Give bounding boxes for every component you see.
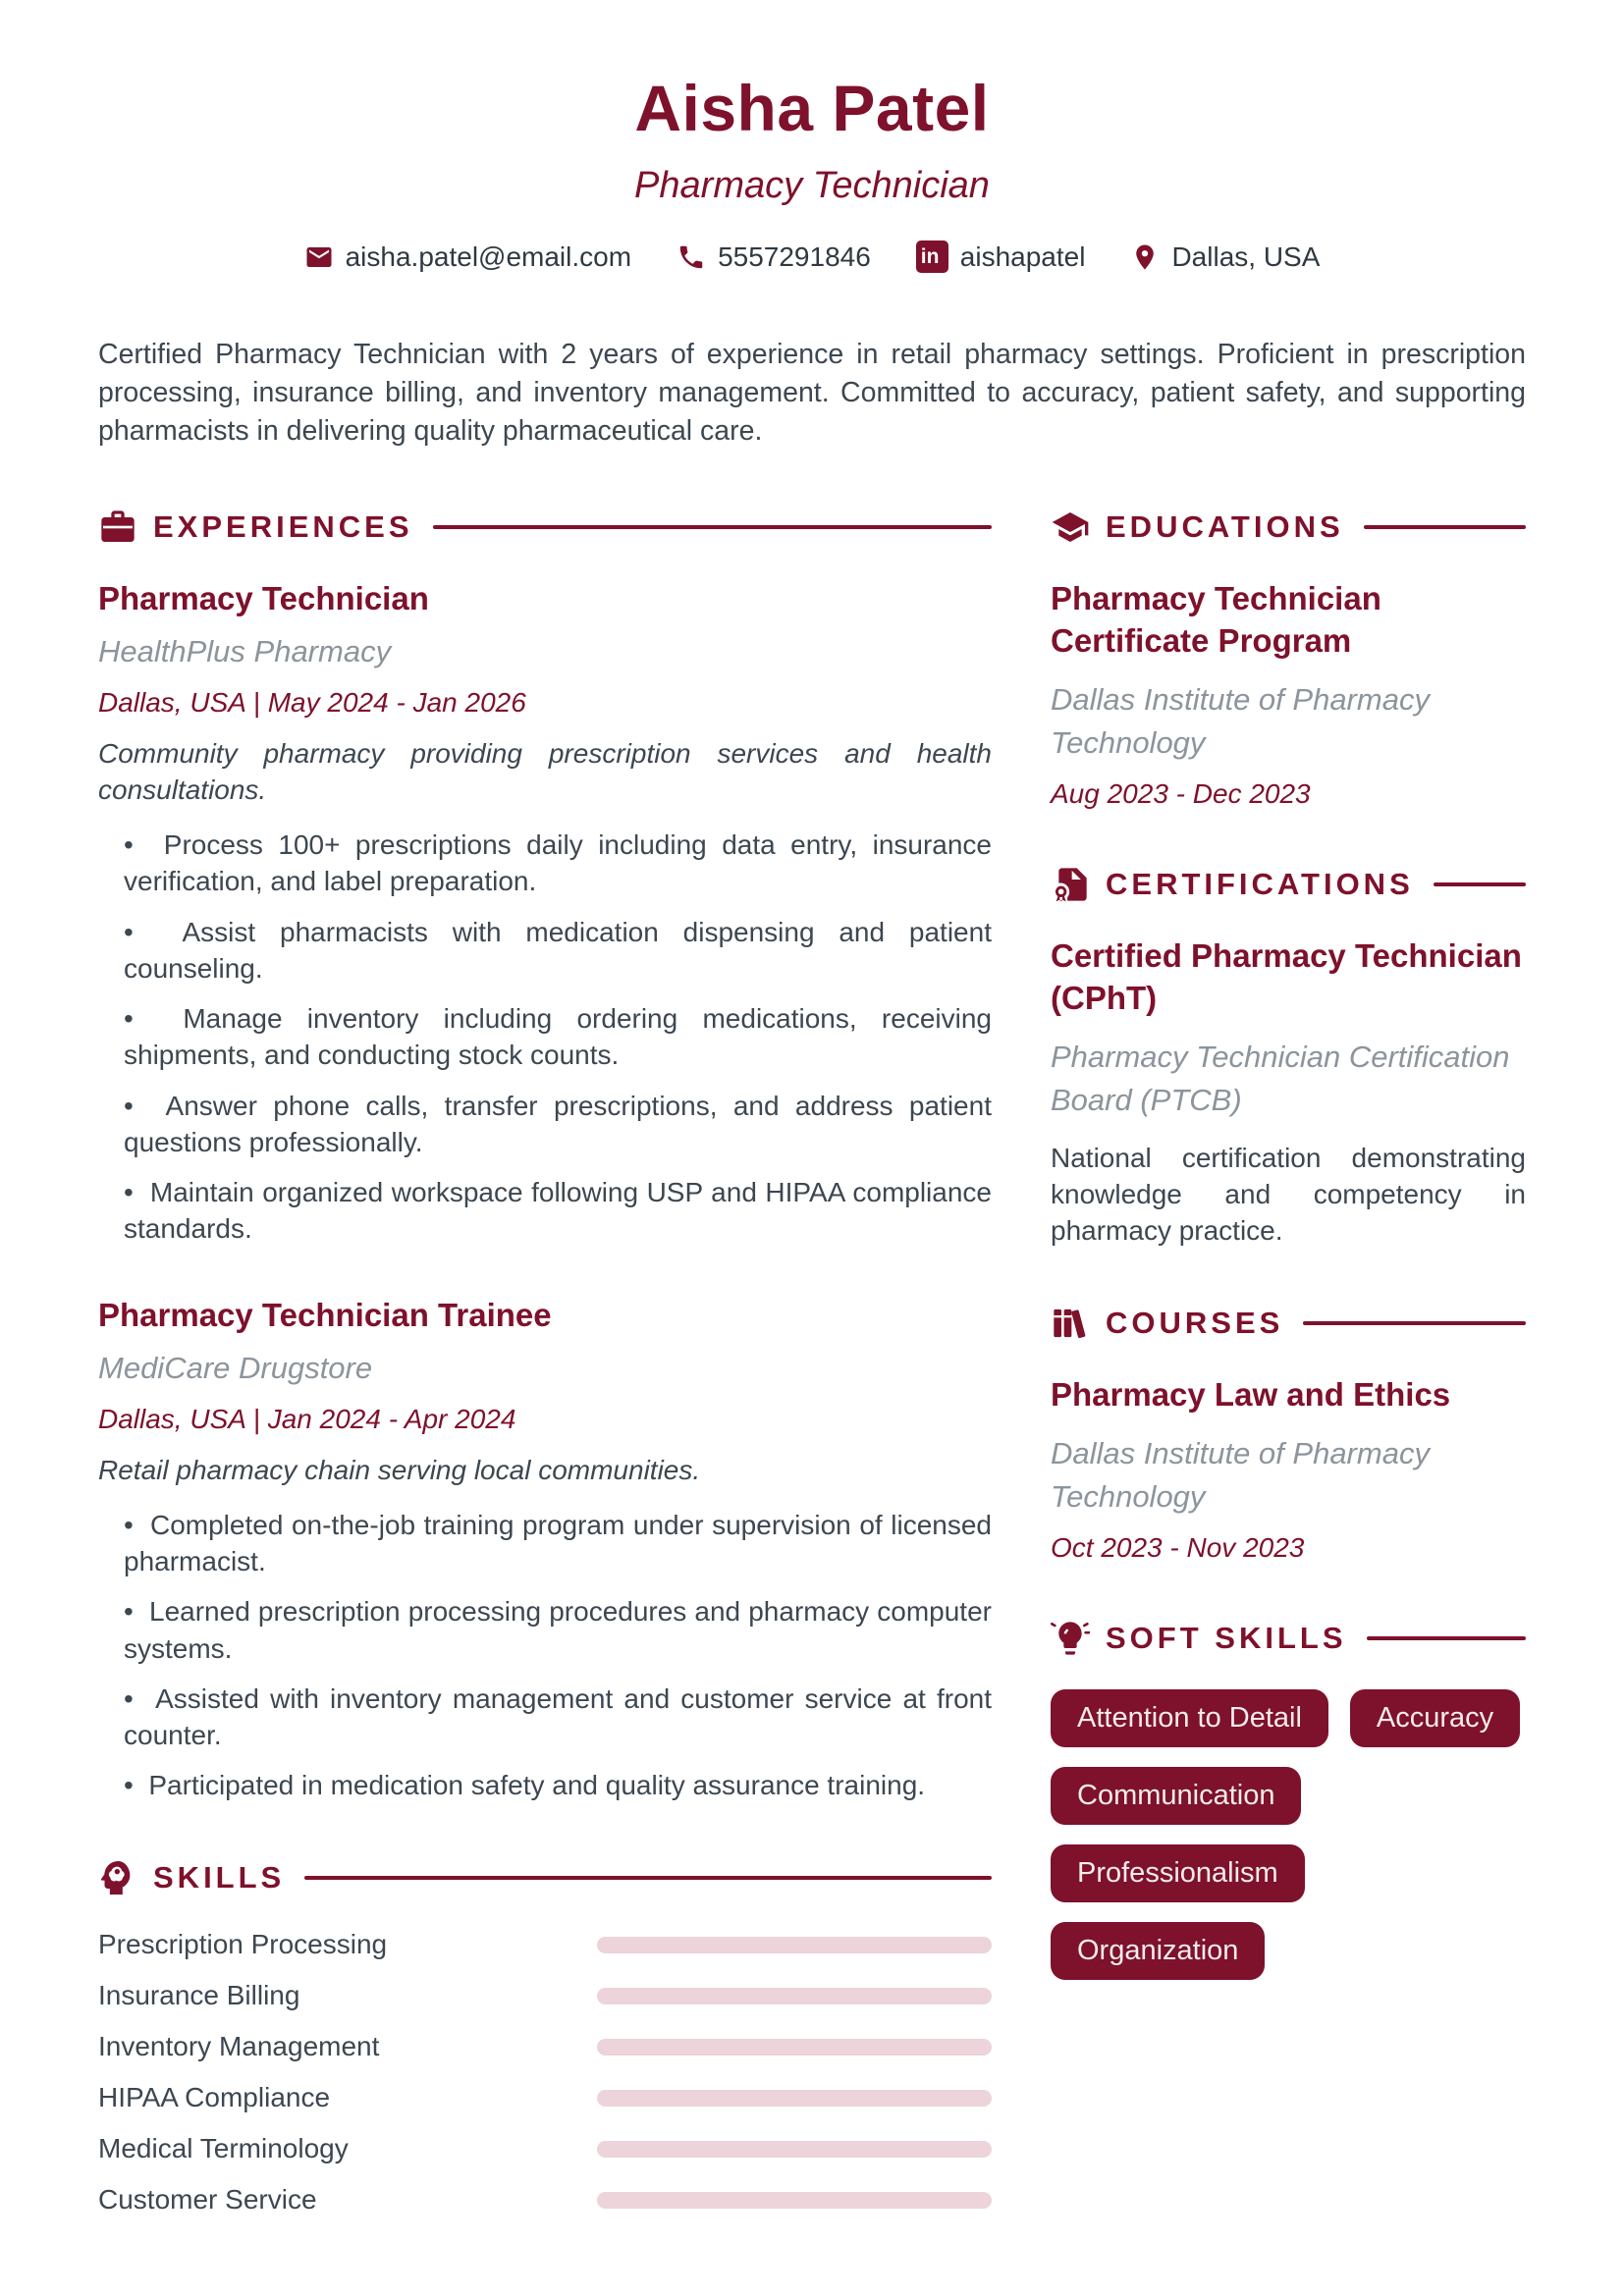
job-bullets [98,827,992,1247]
certificate-icon [1051,865,1090,904]
educations-header [1051,507,1526,547]
section-title: EXPERIENCES [153,509,413,545]
phone-icon [677,242,706,272]
skill-name: Inventory Management [98,2031,380,2062]
contact-location [1130,241,1320,273]
email-icon [304,242,334,272]
skill-name: Customer Service [98,2184,317,2216]
soft-skill-pill: Attention to Detail [1051,1689,1328,1747]
soft-skill-pill: Professionalism [1051,1844,1305,1902]
skill-bar-track [597,2192,992,2209]
skill-row [98,2082,992,2113]
job-bullet: • Participated in medication safety and quality assurance training. [124,1767,992,1803]
job-location-dates: Dallas, USA | May 2024 - Jan 2026 [98,687,526,719]
experience-list [98,578,992,1803]
soft-skill-pill: Communication [1051,1767,1301,1825]
job-title: Pharmacy Technician [98,580,429,617]
skill-name: Medical Terminology [98,2133,349,2164]
skill-list [98,1929,992,2216]
job-title: Pharmacy Technician Trainee [98,1296,552,1333]
job-bullet: • Maintain organized workspace following USP and HIPAA compliance standards. [124,1174,992,1247]
certification-issuer: Pharmacy Technician Certification Board (PTCB) [1051,1039,1510,1117]
job-company: MediCare Drugstore [98,1350,373,1385]
soft-skill-pill: Accuracy [1350,1689,1520,1747]
section-divider [304,1876,992,1880]
job-description: Retail pharmacy chain serving local communities. [98,1454,701,1485]
location-pin-icon [1130,242,1160,272]
job-description: Community pharmacy providing prescription services and health consultations. [98,738,992,806]
job-bullet: • Manage inventory including ordering medications, receiving shipments, and conducting stock counts. [124,1000,992,1073]
contact-email-text: aisha.patel@email.com [345,240,632,272]
briefcase-icon [98,507,137,547]
job-bullet: • Process 100+ prescriptions daily including data entry, insurance verification, and label preparation. [124,827,992,899]
experiences-section [98,507,992,1803]
education-date: Aug 2023 - Dec 2023 [1051,777,1311,809]
books-icon [1051,1304,1090,1343]
candidate-name: Aisha Patel [634,72,990,144]
section-divider [1303,1321,1526,1325]
contact-location-text: Dallas, USA [1171,240,1321,272]
certification-entry [1051,935,1526,1250]
graduation-cap-icon [1051,507,1090,547]
skill-bar-track [597,1988,992,2004]
certification-description: National certification demonstrating knowledge and competency in pharmacy practice. [1051,1142,1526,1247]
section-divider [1367,1636,1527,1640]
soft-skill-pill-list [1051,1689,1526,1980]
course-name: Pharmacy Law and Ethics [1051,1376,1451,1414]
contact-phone [677,241,871,273]
skill-row [98,2133,992,2164]
experience-item [98,578,992,1248]
job-location-dates: Dallas, USA | Jan 2024 - Apr 2024 [98,1403,516,1434]
contact-linkedin [916,240,1086,273]
two-column-body [98,507,1526,2235]
course-entry [1051,1374,1526,1564]
course-school: Dallas Institute of Pharmacy Technology [1051,1436,1430,1515]
contact-linkedin-text: aishapatel [959,240,1086,272]
education-school: Dallas Institute of Pharmacy Technology [1051,681,1430,760]
section-title: SOFT SKILLS [1106,1621,1347,1656]
soft-skill-pill: Organization [1051,1922,1265,1980]
contact-email [304,241,631,273]
left-column [98,507,992,2235]
job-bullet: • Answer phone calls, transfer prescriptions, and address patient questions professionally. [124,1088,992,1160]
contact-bar [98,240,1526,273]
skill-bar-track [597,1937,992,1953]
summary-paragraph: Certified Pharmacy Technician with 2 years of experience in retail pharmacy settings. Proficient in prescription processing, insurance billing, and inventory management. Committed to accuracy, patient safety, and supporting pharmacists in delivering quality pharmaceutical care. [98,339,1526,448]
job-bullet: • Completed on-the-job training program under supervision of licensed pharmacist. [124,1507,992,1579]
certifications-section [1051,865,1526,1250]
skills-header [98,1858,992,1897]
section-title: SKILLS [153,1860,286,1896]
lightbulb-icon [1051,1619,1090,1658]
courses-header [1051,1304,1526,1343]
contact-phone-text: 5557291846 [718,240,871,272]
section-divider [1364,525,1526,529]
courses-section [1051,1304,1526,1564]
skill-name: Prescription Processing [98,1929,388,1960]
education-degree: Pharmacy Technician Certificate Program [1051,580,1381,659]
soft-skills-section [1051,1619,1526,1980]
job-bullet: • Learned prescription processing procedures and pharmacy computer systems. [124,1593,992,1666]
experience-item [98,1295,992,1804]
right-column [1051,507,1526,2235]
certifications-header [1051,865,1526,904]
skill-name: HIPAA Compliance [98,2082,331,2113]
candidate-title: Pharmacy Technician [634,165,990,206]
course-date: Oct 2023 - Nov 2023 [1051,1532,1305,1564]
section-title: CERTIFICATIONS [1106,866,1414,901]
linkedin-icon [916,240,948,273]
skill-row [98,2184,992,2216]
soft-skills-header [1051,1619,1526,1658]
certification-name: Certified Pharmacy Technician (CPhT) [1051,936,1522,1016]
head-brain-icon [98,1858,137,1897]
skill-row [98,1929,992,1960]
job-bullets [98,1507,992,1804]
skills-section [98,1858,992,2216]
skill-bar-track [597,2090,992,2107]
skill-bar-track [597,2141,992,2158]
job-bullet: • Assisted with inventory management and customer service at front counter. [124,1681,992,1753]
skill-name: Insurance Billing [98,1980,300,2011]
section-divider [433,525,992,529]
job-bullet: • Assist pharmacists with medication dispensing and patient counseling. [124,914,992,987]
skill-bar-track [597,2039,992,2056]
job-company: HealthPlus Pharmacy [98,634,392,669]
skill-row [98,2031,992,2062]
educations-section [1051,507,1526,810]
section-divider [1434,882,1526,886]
section-title: EDUCATIONS [1106,509,1344,545]
skill-row [98,1980,992,2011]
section-title: COURSES [1106,1306,1284,1341]
education-entry [1051,578,1526,810]
experiences-header [98,507,992,547]
